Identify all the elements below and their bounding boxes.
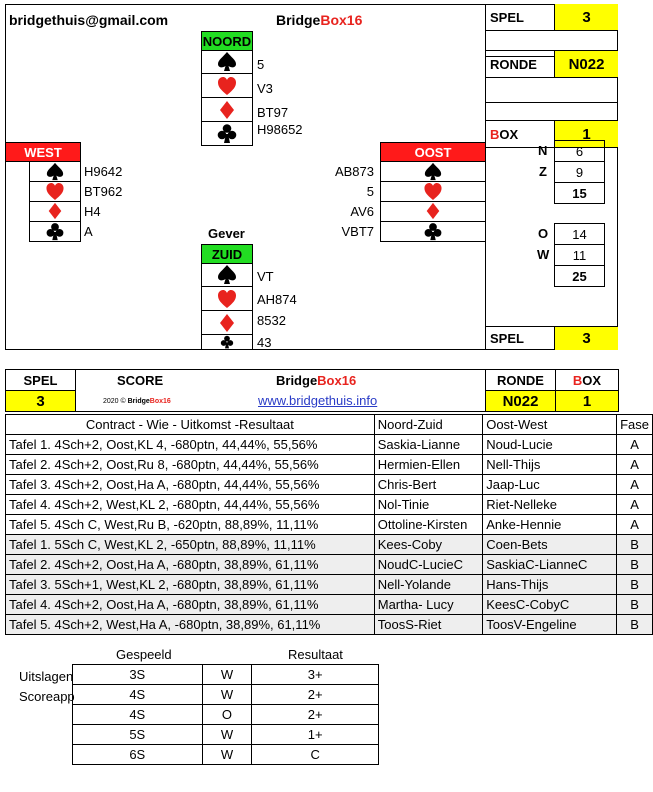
west-diamonds: H4 <box>84 204 101 219</box>
cell-speler: W <box>202 665 252 685</box>
summary-row <box>73 745 379 765</box>
cell-gespeeld: 4S <box>73 685 203 705</box>
cell-resultaat: 3+ <box>252 665 379 685</box>
cell-fase: A <box>617 515 653 535</box>
email: bridgethuis@gmail.com <box>9 12 169 28</box>
cell-oost-west: Hans-Thijs <box>483 575 617 595</box>
cell-fase: B <box>617 595 653 615</box>
summary-row <box>73 665 379 685</box>
west-spades: H9642 <box>84 164 123 179</box>
dealer-label: Gever <box>208 226 245 241</box>
west-club <box>29 221 81 242</box>
summary-table <box>72 664 379 765</box>
cell-speler: W <box>202 725 252 745</box>
zuid-label: ZUID <box>201 244 253 264</box>
cell-noord-zuid: Hermien-Ellen <box>374 455 482 475</box>
summary-header-resultaat: Resultaat <box>288 647 343 662</box>
heart-icon <box>423 182 443 201</box>
cell-oost-west: SaskiaC-LianneC <box>483 555 617 575</box>
cell-fase: A <box>617 435 653 455</box>
n-value: 6 <box>554 140 605 162</box>
heart-icon <box>217 76 237 96</box>
cell-noord-zuid: ToosS-Riet <box>374 615 482 635</box>
table-row <box>6 535 653 555</box>
w-label: W <box>537 247 550 262</box>
cell-gespeeld: 5S <box>73 725 203 745</box>
club-icon <box>217 123 237 144</box>
box-value: 1 <box>554 120 618 148</box>
score-brand: BridgeBox16 <box>276 373 357 388</box>
zuid-club <box>201 335 253 350</box>
table-row <box>6 595 653 615</box>
summary-row <box>73 725 379 745</box>
cell-noord-zuid: NoudC-LucieC <box>374 555 482 575</box>
cell-noord-zuid: Chris-Bert <box>374 475 482 495</box>
noord-label: NOORD <box>201 31 253 51</box>
summary-row <box>73 685 379 705</box>
o-value: 14 <box>554 223 605 245</box>
table-row <box>6 435 653 455</box>
cell-contract: Tafel 2. 4Sch+2, Oost,Ha A, -680ptn, 38,89%, 61,11% <box>6 555 375 575</box>
oost-diamond <box>380 201 486 222</box>
header-oost-west: Oost-West <box>483 415 617 435</box>
spade-icon <box>217 264 237 285</box>
cell-oost-west: KeesC-CobyC <box>483 595 617 615</box>
ow-total: 25 <box>554 265 605 287</box>
w-value: 11 <box>554 244 605 266</box>
spel-label: SPEL <box>486 4 555 31</box>
west-spade <box>29 161 81 182</box>
cell-oost-west: Anke-Hennie <box>483 515 617 535</box>
cell-resultaat: 2+ <box>252 705 379 725</box>
oost-spades: AB873 <box>334 164 374 179</box>
z-value: 9 <box>554 161 605 183</box>
club-icon <box>423 222 443 241</box>
table-row <box>6 455 653 475</box>
cell-noord-zuid: Saskia-Lianne <box>374 435 482 455</box>
cell-gespeeld: 6S <box>73 745 203 765</box>
diamond-icon <box>46 202 64 220</box>
header-noord-zuid: Noord-Zuid <box>374 415 482 435</box>
table-row <box>6 475 653 495</box>
club-icon <box>217 335 237 349</box>
scoreapp-label: Scoreapp <box>19 689 75 704</box>
cell-speler: O <box>202 705 252 725</box>
uitslagen-label: Uitslagen <box>19 669 74 684</box>
cell-fase: B <box>617 555 653 575</box>
oost-club <box>380 221 486 242</box>
table-row <box>6 515 653 535</box>
noord-spade <box>201 50 253 74</box>
summary-row <box>73 705 379 725</box>
table-row <box>6 575 653 595</box>
diamond-icon <box>217 100 237 120</box>
cell-fase: A <box>617 495 653 515</box>
club-icon <box>45 222 65 241</box>
cell-oost-west: Coen-Bets <box>483 535 617 555</box>
cell-oost-west: Nell-Thijs <box>483 455 617 475</box>
west-diamond <box>29 201 81 222</box>
cell-contract: Tafel 4. 4Sch+2, Oost,Ha A, -680ptn, 38,89%, 61,11% <box>6 595 375 615</box>
oost-label: OOST <box>380 142 486 162</box>
cell-oost-west: Riet-Nelleke <box>483 495 617 515</box>
cell-gespeeld: 4S <box>73 705 203 725</box>
nz-total: 15 <box>554 182 605 204</box>
copyright: 2020 © BridgeBox16 <box>103 398 171 405</box>
o-label: O <box>538 226 549 241</box>
score-ronde-value: N022 <box>485 390 556 412</box>
heart-icon <box>217 289 237 309</box>
noord-hearts: V3 <box>257 81 273 96</box>
header-contract: Contract - Wie - Uitkomst -Resultaat <box>6 415 375 435</box>
results-table <box>5 414 653 635</box>
cell-noord-zuid: Martha- Lucy <box>374 595 482 615</box>
cell-contract: Tafel 4. 4Sch+2, West,KL 2, -680ptn, 44,44%, 55,56% <box>6 495 375 515</box>
cell-noord-zuid: Ottoline-Kirsten <box>374 515 482 535</box>
ronde-label: RONDE <box>486 50 555 78</box>
table-row <box>6 555 653 575</box>
spel-label-bottom: SPEL <box>486 326 555 350</box>
zuid-hearts: AH874 <box>257 292 297 307</box>
oost-spade <box>380 161 486 182</box>
zuid-heart <box>201 287 253 311</box>
cell-contract: Tafel 1. 5Sch C, West,KL 2, -650ptn, 88,89%, 11,11% <box>6 535 375 555</box>
spel-value: 3 <box>554 4 618 31</box>
cell-resultaat: C <box>252 745 379 765</box>
zuid-clubs: 43 <box>257 335 272 350</box>
cell-resultaat: 1+ <box>252 725 379 745</box>
zuid-diamond <box>201 311 253 335</box>
west-heart <box>29 181 81 202</box>
noord-spades: 5 <box>257 57 265 72</box>
score-spel-label: SPEL <box>5 369 76 391</box>
cell-contract: Tafel 2. 4Sch+2, Oost,Ru 8, -680ptn, 44,44%, 55,56% <box>6 455 375 475</box>
cell-noord-zuid: Nell-Yolande <box>374 575 482 595</box>
cell-contract: Tafel 5. 4Sch+2, West,Ha A, -680ptn, 38,89%, 61,11% <box>6 615 375 635</box>
cell-contract: Tafel 1. 4Sch+2, Oost,KL 4, -680ptn, 44,44%, 55,56% <box>6 435 375 455</box>
score-spel-value: 3 <box>5 390 76 412</box>
cell-speler: W <box>202 745 252 765</box>
box-label: B OX <box>486 120 555 148</box>
cell-fase: A <box>617 455 653 475</box>
cell-resultaat: 2+ <box>252 685 379 705</box>
score-box-label: B OX <box>555 369 619 391</box>
table-row <box>6 615 653 635</box>
oost-heart <box>380 181 486 202</box>
spade-icon <box>217 51 237 72</box>
cell-contract: Tafel 5. 4Sch C, West,Ru B, -620ptn, 88,89%, 11,11% <box>6 515 375 535</box>
zuid-spade <box>201 263 253 287</box>
cell-contract: Tafel 3. 5Sch+1, West,KL 2, -680ptn, 38,89%, 61,11% <box>6 575 375 595</box>
oost-clubs: VBT7 <box>341 224 374 239</box>
noord-diamonds: BT97 <box>257 105 289 120</box>
score-ronde-label: RONDE <box>485 369 556 391</box>
cell-fase: B <box>617 575 653 595</box>
z-label: Z <box>539 164 547 179</box>
header-fase: Fase <box>617 415 653 435</box>
zuid-spades: VT <box>257 269 274 284</box>
cell-oost-west: Noud-Lucie <box>483 435 617 455</box>
cell-fase: B <box>617 615 653 635</box>
zuid-diamonds: 8532 <box>257 313 286 328</box>
west-label: WEST <box>5 142 81 162</box>
cell-fase: A <box>617 475 653 495</box>
spel-value-bottom: 3 <box>554 326 618 350</box>
cell-fase: B <box>617 535 653 555</box>
spade-icon <box>45 162 65 181</box>
cell-oost-west: ToosV-Engeline <box>483 615 617 635</box>
results-header-row <box>6 415 653 435</box>
noord-diamond <box>201 98 253 122</box>
cell-noord-zuid: Kees-Coby <box>374 535 482 555</box>
score-box-value: 1 <box>555 390 619 412</box>
ronde-value: N022 <box>554 50 618 78</box>
diamond-icon <box>424 202 442 220</box>
oost-diamonds: AV6 <box>350 204 374 219</box>
heart-icon <box>45 182 65 201</box>
diamond-icon <box>217 313 237 333</box>
summary-header-gespeeld: Gespeeld <box>116 647 172 662</box>
oost-hearts: 5 <box>366 184 374 199</box>
cell-gespeeld: 3S <box>73 665 203 685</box>
cell-speler: W <box>202 685 252 705</box>
table-row <box>6 495 653 515</box>
west-clubs: A <box>84 224 93 239</box>
cell-contract: Tafel 3. 4Sch+2, Oost,Ha A, -680ptn, 44,44%, 55,56% <box>6 475 375 495</box>
score-label: SCORE <box>117 373 164 388</box>
n-label: N <box>538 143 548 158</box>
website-link[interactable]: www.bridgethuis.info <box>258 393 378 408</box>
cell-oost-west: Jaap-Luc <box>483 475 617 495</box>
cell-noord-zuid: Nol-Tinie <box>374 495 482 515</box>
noord-clubs: H98652 <box>257 122 303 137</box>
brand-logo: BridgeBox16 <box>276 12 363 28</box>
noord-club <box>201 122 253 146</box>
west-hearts: BT962 <box>84 184 123 199</box>
noord-heart <box>201 74 253 98</box>
spade-icon <box>423 162 443 181</box>
